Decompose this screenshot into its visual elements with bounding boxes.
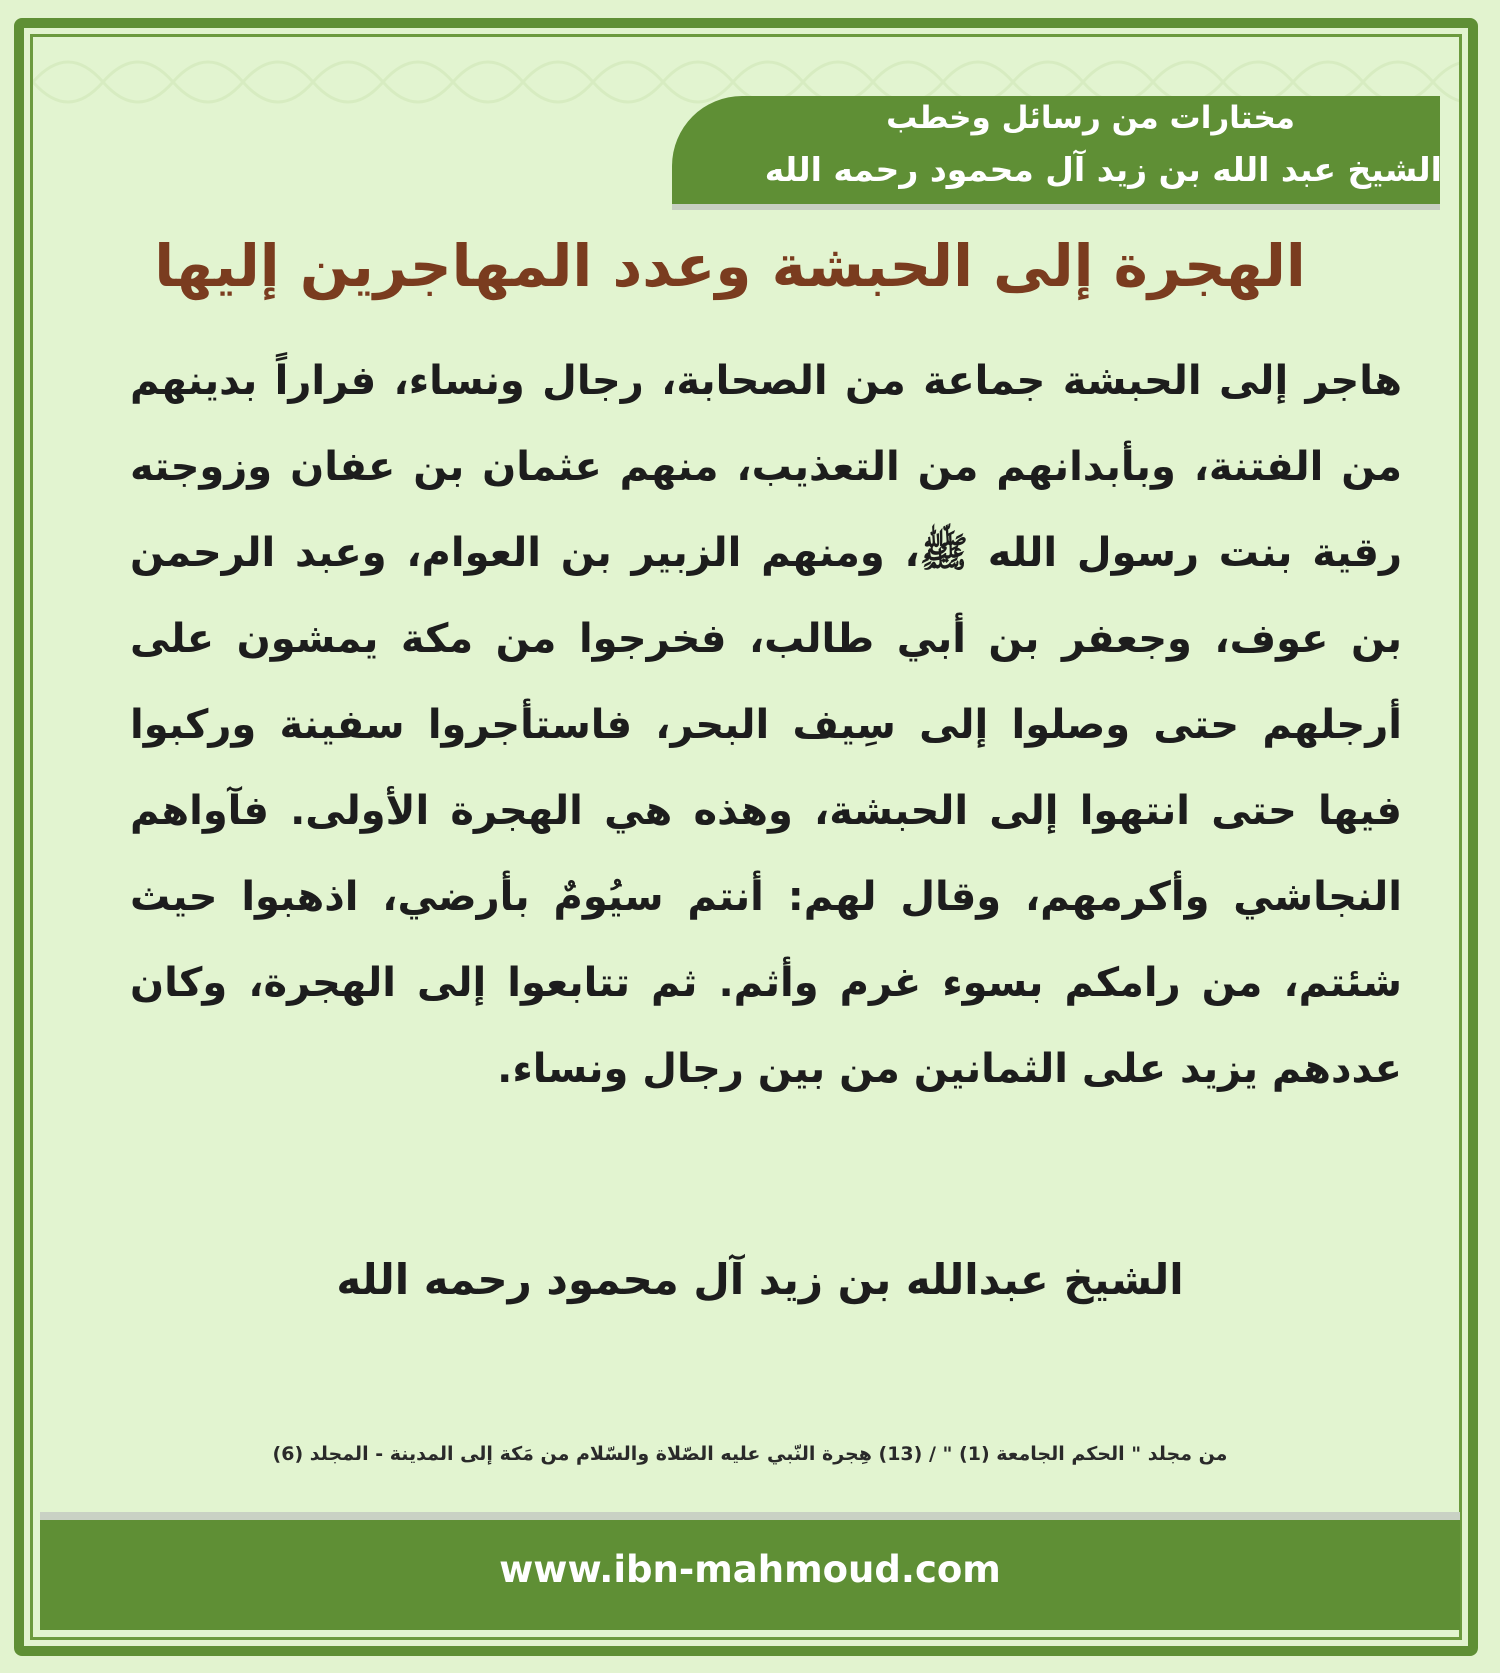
- source-reference: من مجلد " الحكم الجامعة (1) " / (13) هِجرة النّبي عليه الصّلاة والسّلام من مَكة إلى المدينة - المجلد (6): [272, 1443, 1228, 1465]
- footer-bar: [40, 1512, 1460, 1630]
- author-signature: الشيخ عبدالله بن زيد آل محمود رحمه الله: [336, 1255, 1184, 1304]
- series-title: مختارات من رسائل وخطب: [886, 100, 1295, 136]
- author-header: الشيخ عبد الله بن زيد آل محمود رحمه الله: [764, 150, 1442, 189]
- page-title: الهجرة إلى الحبشة وعدد المهاجرين إليها: [154, 232, 1306, 300]
- article-body: هاجر إلى الحبشة جماعة من الصحابة، رجال ونساء، فراراً بدينهم من الفتنة، وبأبدانهم من التعذيب، منهم عثمان بن عفان وزوجته رقية بنت رسول الله ﷺ، ومنهم الزبير بن العوام، وعبد الرحمن بن عوف، وجعفر بن أبي طالب، فخرجوا من مكة يمشون على أرجلهم حتى وصلوا إلى سِيف البحر، فاستأجروا سفينة وركبوا فيها حتى انتهوا إلى الحبشة، وهذه هي الهجرة الأولى. فآواهم النجاشي وأكرمهم، وقال لهم: أنتم سيُومٌ بأرضي، اذهبوا حيث شئتم، من رامكم بسوء غرم وأثم. ثم تتابعوا إلى الهجرة، وكان عددهم يزيد على الثمانين من بين رجال ونساء.: [130, 358, 1402, 1092]
- website-url[interactable]: www.ibn-mahmoud.com: [499, 1548, 1001, 1591]
